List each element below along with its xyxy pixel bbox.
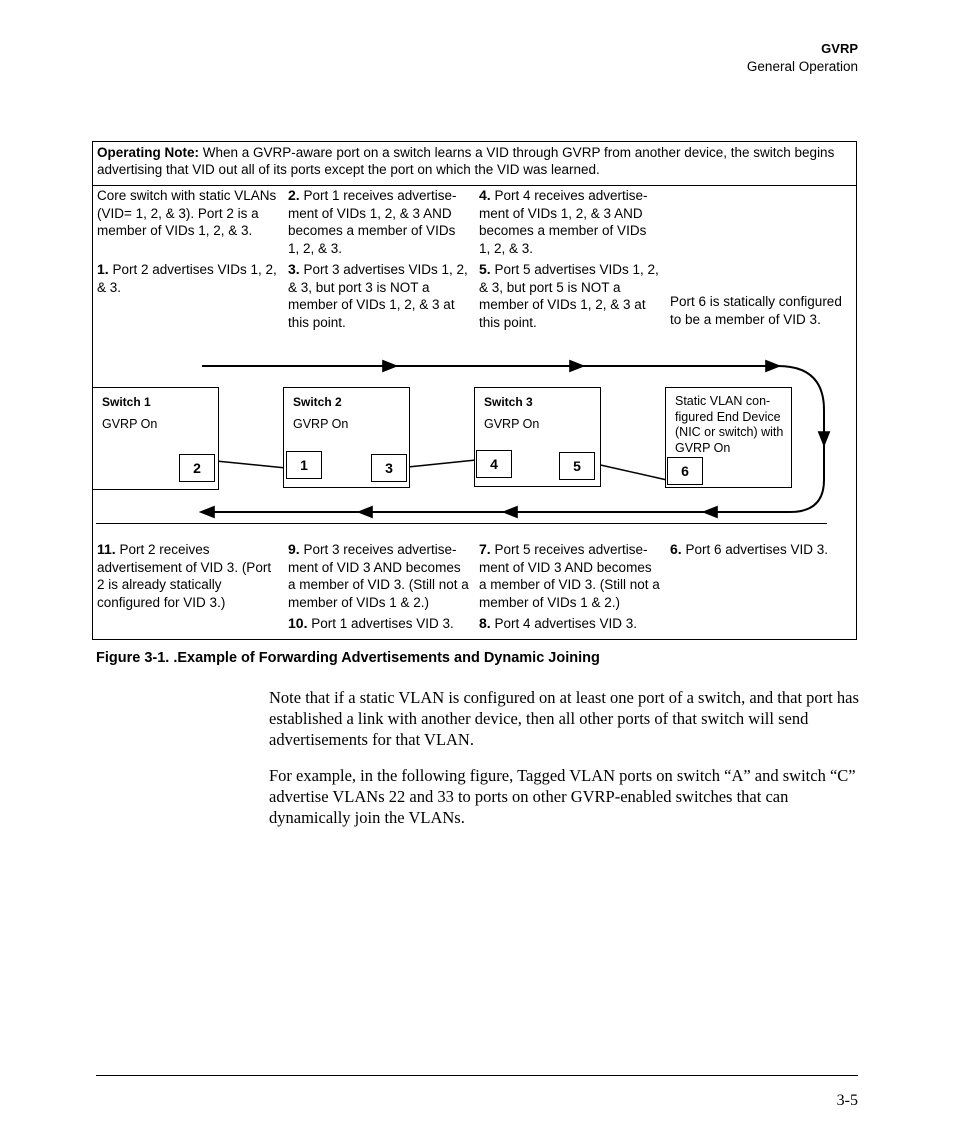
step-10: 10. Port 1 advertises VID 3.	[288, 615, 454, 631]
switch-1-status: GVRP On	[102, 417, 158, 431]
footer-divider	[96, 1075, 858, 1076]
step-8: 8. Port 4 advertises VID 3.	[479, 615, 637, 631]
paragraph-1: Note that if a static VLAN is configured on at least one port of a switch, and that port has established a link with another device, then all other ports of that switch will send advertisements for that VLAN.	[269, 688, 859, 749]
switch-2-status: GVRP On	[293, 417, 349, 431]
port6-static-note: Port 6 is statically configured to be a member of VID 3.	[670, 294, 842, 327]
port-2: 2	[179, 454, 215, 482]
port-5: 5	[559, 452, 595, 480]
step-7: 7. Port 5 receives advertise-ment of VID 3 AND becomes a member of VID 3. (Still not a member of VIDs 1 & 2.)	[479, 541, 660, 610]
port-1: 1	[286, 451, 322, 479]
paragraph-2: For example, in the following figure, Tagged VLAN ports on switch “A” and switch “C” advertise VLANs 22 and 33 to ports on other GVRP-enabled switches that can dynamically join the VLANs.	[269, 766, 856, 827]
step-3: 3. Port 3 advertises VIDs 1, 2, & 3, but port 3 is NOT a member of VIDs 1, 2, & 3 at this point.	[288, 261, 468, 330]
lower-divider	[96, 523, 827, 524]
link-2-to-1	[216, 461, 286, 468]
operating-note-label: Operating Note:	[97, 145, 200, 160]
figure-caption: Figure 3-1. .Example of Forwarding Advertisements and Dynamic Joining	[96, 650, 600, 666]
step-4: 4. Port 4 receives advertise-ment of VIDs 1, 2, & 3 AND becomes a member of VIDs 1, 2, & 3.	[479, 187, 648, 256]
page-number: 3-5	[836, 1092, 858, 1109]
link-3-to-4	[408, 460, 476, 467]
operating-note-text: When a GVRP-aware port on a switch learns a VID through GVRP from another device, the switch begins advertising that VID out all of its ports except the port on which the VID was learned.	[97, 145, 835, 177]
port-6: 6	[667, 457, 703, 485]
step-11: 11. Port 2 receives advertisement of VID 3. (Port 2 is already statically configured for VID 3.)	[97, 541, 272, 610]
link-5-to-6	[596, 464, 667, 480]
switch-2-title: Switch 2	[293, 395, 342, 409]
port-4: 4	[476, 450, 512, 478]
step-6: 6. Port 6 advertises VID 3.	[670, 541, 828, 557]
step-2: 2. Port 1 receives advertise-ment of VIDs 1, 2, & 3 AND becomes a member of VIDs 1, 2, & 3.	[288, 187, 457, 256]
step-1: 1. Port 2 advertises VIDs 1, 2, & 3.	[97, 261, 277, 295]
core-switch-description: Core switch with static VLANs (VID= 1, 2, & 3). Port 2 is a member of VIDs 1, 2, & 3.	[97, 188, 277, 238]
flow-arrow-curve-bottom	[790, 444, 824, 512]
switch-1-title: Switch 1	[102, 395, 151, 409]
switch-3-title: Switch 3	[484, 395, 533, 409]
switch-3-status: GVRP On	[484, 417, 540, 431]
header-subtitle: General Operation	[746, 59, 858, 74]
port-3: 3	[371, 454, 407, 482]
step-5: 5. Port 5 advertises VIDs 1, 2, & 3, but port 5 is NOT a member of VIDs 1, 2, & 3 at this point.	[479, 261, 659, 330]
header-title: GVRP	[821, 41, 858, 56]
step-9: 9. Port 3 receives advertise-ment of VID 3 AND becomes a member of VID 3. (Still not a member of VIDs 1 & 2.)	[288, 541, 469, 610]
end-device-label: Static VLAN con-figured End Device (NIC or switch) with GVRP On	[675, 394, 784, 455]
